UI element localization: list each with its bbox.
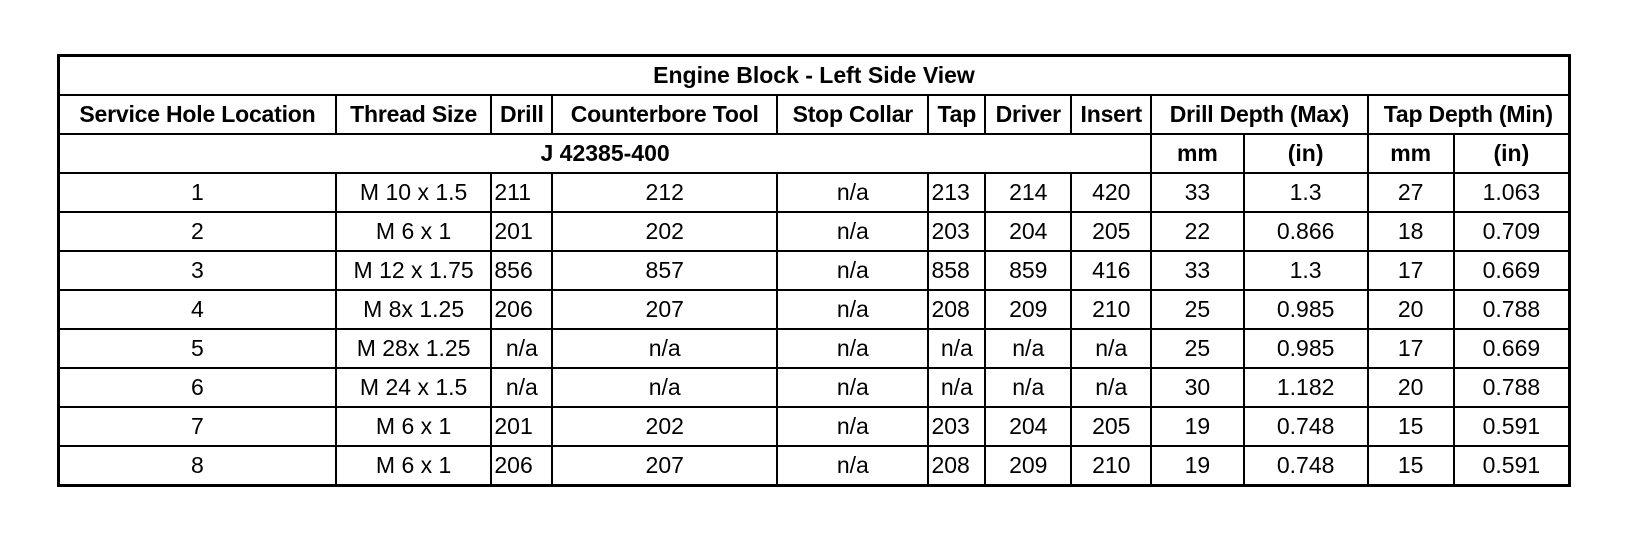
cell-thread-size: M 6 x 1 xyxy=(336,212,492,251)
cell-insert: 210 xyxy=(1071,290,1151,329)
cell-insert: 420 xyxy=(1071,173,1151,212)
unit-drill-depth-in: (in) xyxy=(1244,134,1368,173)
cell-drill: n/a xyxy=(491,329,552,368)
cell-tap: n/a xyxy=(928,368,985,407)
cell-driver: 204 xyxy=(985,212,1071,251)
cell-tap: 213 xyxy=(928,173,985,212)
header-drill: Drill xyxy=(491,95,552,134)
cell-driver: 209 xyxy=(985,446,1071,486)
cell-drill-depth-mm: 25 xyxy=(1151,290,1243,329)
cell-drill-depth-mm: 25 xyxy=(1151,329,1243,368)
cell-driver: 204 xyxy=(985,407,1071,446)
cell-tap: 203 xyxy=(928,212,985,251)
table-row xyxy=(59,173,1570,212)
cell-counterbore-tool: 202 xyxy=(552,212,777,251)
cell-location: 5 xyxy=(59,329,336,368)
cell-tap: n/a xyxy=(928,329,985,368)
table-row xyxy=(59,446,1570,486)
cell-tap: 208 xyxy=(928,290,985,329)
cell-drill-depth-in: 0.866 xyxy=(1244,212,1368,251)
cell-drill-depth-in: 1.3 xyxy=(1244,251,1368,290)
subheader-row xyxy=(59,134,1570,173)
header-thread-size: Thread Size xyxy=(336,95,492,134)
cell-counterbore-tool: 857 xyxy=(552,251,777,290)
cell-insert: 416 xyxy=(1071,251,1151,290)
cell-counterbore-tool: 207 xyxy=(552,290,777,329)
cell-drill-depth-mm: 33 xyxy=(1151,251,1243,290)
cell-insert: 205 xyxy=(1071,212,1151,251)
cell-drill-depth-in: 1.3 xyxy=(1244,173,1368,212)
cell-driver: n/a xyxy=(985,368,1071,407)
table-row xyxy=(59,251,1570,290)
cell-drill: n/a xyxy=(491,368,552,407)
cell-thread-size: M 8x 1.25 xyxy=(336,290,492,329)
cell-thread-size: M 10 x 1.5 xyxy=(336,173,492,212)
unit-drill-depth-mm: mm xyxy=(1151,134,1243,173)
cell-drill: 211 xyxy=(491,173,552,212)
cell-thread-size: M 6 x 1 xyxy=(336,446,492,486)
cell-counterbore-tool: n/a xyxy=(552,329,777,368)
table-row xyxy=(59,212,1570,251)
cell-tap-depth-in: 0.669 xyxy=(1454,329,1570,368)
cell-tap-depth-mm: 17 xyxy=(1368,329,1454,368)
cell-stop-collar: n/a xyxy=(777,173,928,212)
cell-tap-depth-in: 0.591 xyxy=(1454,446,1570,486)
table-row xyxy=(59,329,1570,368)
cell-tap-depth-mm: 17 xyxy=(1368,251,1454,290)
cell-drill-depth-mm: 19 xyxy=(1151,446,1243,486)
header-insert: Insert xyxy=(1071,95,1151,134)
cell-drill: 201 xyxy=(491,407,552,446)
cell-location: 4 xyxy=(59,290,336,329)
cell-drill: 201 xyxy=(491,212,552,251)
cell-drill-depth-in: 0.748 xyxy=(1244,446,1368,486)
cell-counterbore-tool: 202 xyxy=(552,407,777,446)
cell-drill: 856 xyxy=(491,251,552,290)
cell-location: 7 xyxy=(59,407,336,446)
cell-tap-depth-mm: 20 xyxy=(1368,368,1454,407)
cell-drill-depth-mm: 30 xyxy=(1151,368,1243,407)
cell-location: 6 xyxy=(59,368,336,407)
title-row xyxy=(59,56,1570,96)
cell-tap: 203 xyxy=(928,407,985,446)
cell-stop-collar: n/a xyxy=(777,290,928,329)
cell-tap-depth-mm: 18 xyxy=(1368,212,1454,251)
cell-tap: 858 xyxy=(928,251,985,290)
unit-tap-depth-mm: mm xyxy=(1368,134,1454,173)
cell-insert: 210 xyxy=(1071,446,1151,486)
cell-stop-collar: n/a xyxy=(777,329,928,368)
cell-stop-collar: n/a xyxy=(777,212,928,251)
header-counterbore-tool: Counterbore Tool xyxy=(552,95,777,134)
cell-counterbore-tool: 212 xyxy=(552,173,777,212)
cell-location: 1 xyxy=(59,173,336,212)
header-stop-collar: Stop Collar xyxy=(777,95,928,134)
cell-stop-collar: n/a xyxy=(777,446,928,486)
cell-drill-depth-in: 0.985 xyxy=(1244,329,1368,368)
cell-location: 2 xyxy=(59,212,336,251)
cell-thread-size: M 12 x 1.75 xyxy=(336,251,492,290)
cell-tap-depth-mm: 15 xyxy=(1368,446,1454,486)
header-tap-depth-min: Tap Depth (Min) xyxy=(1368,95,1570,134)
cell-location: 3 xyxy=(59,251,336,290)
cell-tap-depth-mm: 15 xyxy=(1368,407,1454,446)
cell-driver: n/a xyxy=(985,329,1071,368)
cell-stop-collar: n/a xyxy=(777,368,928,407)
cell-insert: 205 xyxy=(1071,407,1151,446)
cell-tap-depth-in: 0.591 xyxy=(1454,407,1570,446)
header-row xyxy=(59,95,1570,134)
cell-drill: 206 xyxy=(491,290,552,329)
tool-kit-number: J 42385-400 xyxy=(59,134,1152,173)
cell-drill-depth-mm: 19 xyxy=(1151,407,1243,446)
cell-tap-depth-in: 0.788 xyxy=(1454,368,1570,407)
cell-tap-depth-in: 0.669 xyxy=(1454,251,1570,290)
cell-thread-size: M 24 x 1.5 xyxy=(336,368,492,407)
cell-driver: 209 xyxy=(985,290,1071,329)
header-drill-depth-max: Drill Depth (Max) xyxy=(1151,95,1367,134)
cell-thread-size: M 28x 1.25 xyxy=(336,329,492,368)
table-row xyxy=(59,290,1570,329)
cell-tap-depth-mm: 20 xyxy=(1368,290,1454,329)
cell-counterbore-tool: n/a xyxy=(552,368,777,407)
cell-stop-collar: n/a xyxy=(777,407,928,446)
cell-stop-collar: n/a xyxy=(777,251,928,290)
cell-tap: 208 xyxy=(928,446,985,486)
cell-tap-depth-in: 0.788 xyxy=(1454,290,1570,329)
cell-tap-depth-mm: 27 xyxy=(1368,173,1454,212)
cell-drill-depth-in: 0.748 xyxy=(1244,407,1368,446)
table-title: Engine Block - Left Side View xyxy=(59,56,1570,96)
cell-location: 8 xyxy=(59,446,336,486)
cell-driver: 859 xyxy=(985,251,1071,290)
cell-drill-depth-in: 0.985 xyxy=(1244,290,1368,329)
table-row xyxy=(59,368,1570,407)
cell-driver: 214 xyxy=(985,173,1071,212)
cell-insert: n/a xyxy=(1071,329,1151,368)
cell-thread-size: M 6 x 1 xyxy=(336,407,492,446)
cell-drill-depth-in: 1.182 xyxy=(1244,368,1368,407)
engine-block-spec-table xyxy=(57,54,1571,487)
header-tap: Tap xyxy=(928,95,985,134)
cell-drill-depth-mm: 33 xyxy=(1151,173,1243,212)
cell-drill: 206 xyxy=(491,446,552,486)
table-row xyxy=(59,407,1570,446)
cell-tap-depth-in: 0.709 xyxy=(1454,212,1570,251)
header-driver: Driver xyxy=(985,95,1071,134)
header-service-hole-location: Service Hole Location xyxy=(59,95,336,134)
cell-tap-depth-in: 1.063 xyxy=(1454,173,1570,212)
cell-insert: n/a xyxy=(1071,368,1151,407)
unit-tap-depth-in: (in) xyxy=(1454,134,1570,173)
cell-drill-depth-mm: 22 xyxy=(1151,212,1243,251)
cell-counterbore-tool: 207 xyxy=(552,446,777,486)
